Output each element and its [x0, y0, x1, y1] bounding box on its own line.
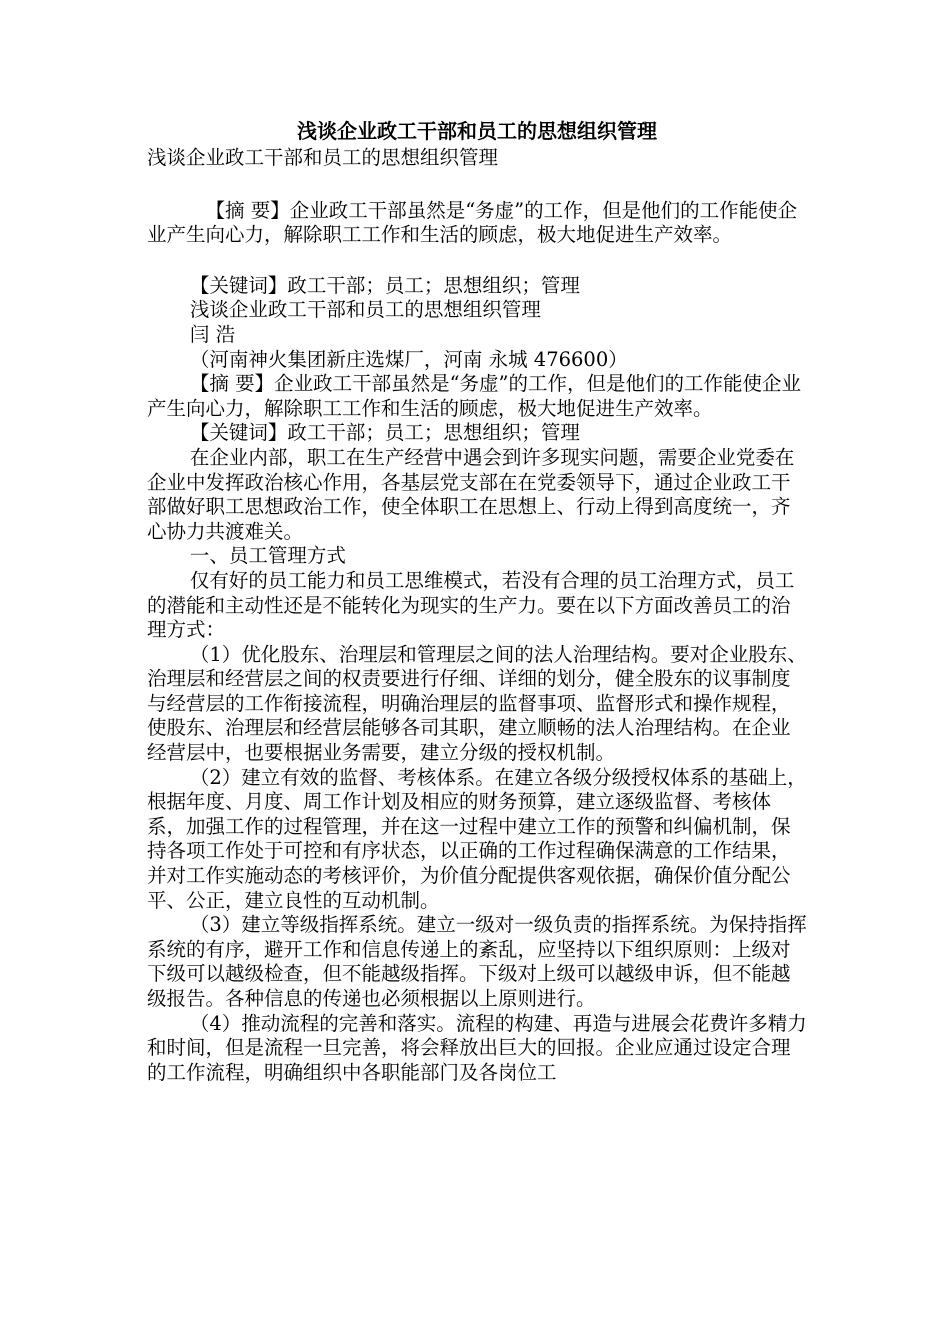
list-item: （2）建立有效的监督、考核体系。在建立各级分级授权体系的基础上，根据年度、月度、周工作计划及相应的财务预算，建立逐级监督、考核体系，加强工作的过程管理，并在这一过程中建立工作的预警和纠偏机制，保持各项工作处于可控和有序状态，以正确的工作过程确保满意的工作结果，并对工作实施动态的考核评价，为价值分配提供客观依据，确保价值分配公平、公正，建立良性的互动机制。	[147, 765, 807, 912]
intro-paragraph: 在企业内部，职工在生产经营中遇会到许多现实问题，需要企业党委在企业中发挥政治核心作用，各基层党支部在在党委领导下，通过企业政工干部做好职工思想政治工作，使全体职工在思想上、行动上得到高度统一，齐心协力共渡难关。	[147, 445, 795, 543]
list-item: （4）推动流程的完善和落实。流程的构建、再造与进展会花费许多精力和时间，但是流程一旦完善，将会释放出巨大的回报。企业应通过设定合理的工作流程，明确组织中各职能部门及各岗位工	[147, 1011, 807, 1084]
document-subtitle: 浅谈企业政工干部和员工的思想组织管理	[147, 146, 499, 169]
section-intro-paragraph: 仅有好的员工能力和员工思维模式，若没有合理的员工治理方式，员工的潜能和主动性还是不能转化为现实的生产力。要在以下方面改善员工的治理方式：	[147, 568, 795, 642]
spacer	[147, 248, 807, 274]
abstract-top: 【摘 要】企业政工干部虽然是“务虚”的工作，但是他们的工作能使企业产生向心力，解除职工工作和生活的顾虑，极大地促进生产效率。	[147, 198, 798, 247]
document-page	[147, 118, 807, 1085]
keywords: 【关键词】政工干部；员工；思想组织；管理	[189, 421, 580, 445]
section-heading: 一、员工管理方式	[189, 544, 346, 568]
inner-title: 浅谈企业政工干部和员工的思想组织管理	[189, 298, 541, 322]
abstract: 【摘 要】企业政工干部虽然是“务虚”的工作，但是他们的工作能使企业产生向心力，解除职工工作和生活的顾虑，极大地促进生产效率。	[147, 372, 802, 420]
spacer	[147, 171, 807, 199]
author: 闫 浩	[189, 322, 236, 346]
affiliation: （河南神火集团新庄选煤厂，河南 永城 476600）	[189, 347, 628, 371]
list-item: （1）优化股东、治理层和管理层之间的法人治理结构。要对企业股东、治理层和经营层之间的权责要进行仔细、详细的划分，健全股东的议事制度与经营层的工作衔接流程，明确治理层的监督事项、监督形式和操作规程，使股东、治理层和经营层能够各司其职，建立顺畅的法人治理结构。在企业经营层中，也要根据业务需要，建立分级的授权机制。	[147, 642, 807, 765]
keywords-top: 【关键词】政工干部；员工；思想组织；管理	[189, 273, 580, 297]
list-item: （3）建立等级指挥系统。建立一级对一级负责的指挥系统。为保持指挥系统的有序，避开工作和信息传递上的紊乱，应坚持以下组织原则：上级对下级可以越级检查，但不能越级指挥。下级对上级可以越级申诉，但不能越级报告。各种信息的传递也必须根据以上原则进行。	[147, 913, 807, 1010]
document-title: 浅谈企业政工干部和员工的思想组织管理	[297, 119, 657, 143]
